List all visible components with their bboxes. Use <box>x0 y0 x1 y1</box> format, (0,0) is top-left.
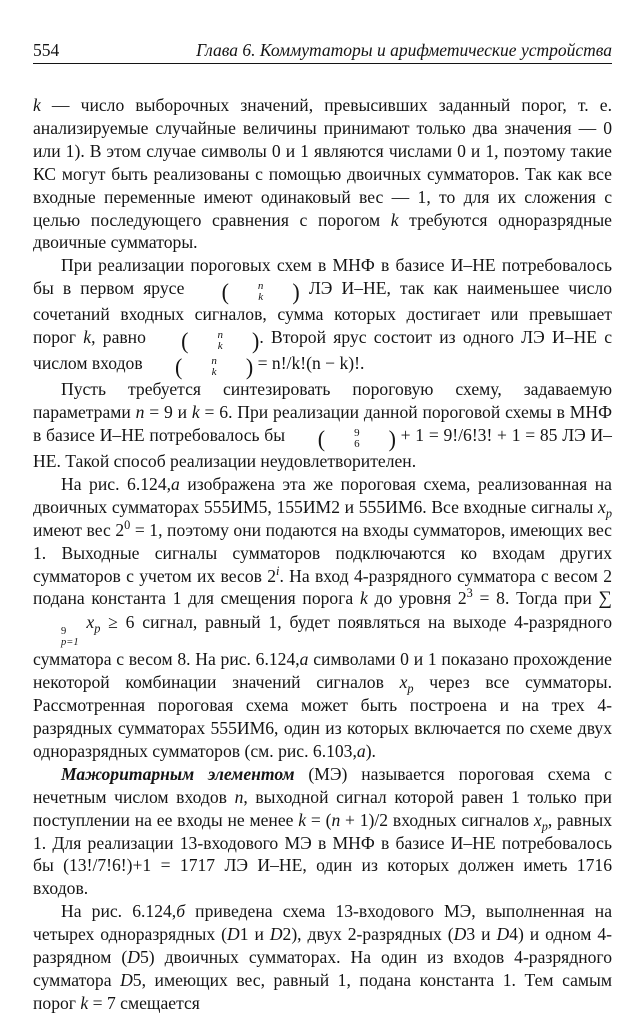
math-superscript: 3 <box>466 586 473 601</box>
text-run: = n!/k!(n − k)!. <box>253 353 365 374</box>
text-run: = 7 смещается <box>88 992 200 1013</box>
math-subscript: p <box>94 621 101 636</box>
text-run: требуются одноразрядные двоичные сумматоры. <box>33 209 612 253</box>
text-run: имеют вес 2 <box>33 519 125 540</box>
text-run: через все сумматоры. Рассмотренная пороговая схема может быть построена и на трех 4-разрядных сумматорах 555ИМ6, один из которых включается по схеме двух одноразрядных сумматоров (см. рис. 6.103, <box>33 672 613 761</box>
paragraph-3 <box>33 378 612 473</box>
binom-top: n <box>257 280 264 293</box>
math-var: k <box>390 209 399 230</box>
math-var: k <box>298 809 307 830</box>
math-var: k <box>191 402 200 423</box>
text-run: На рис. 6.124, <box>61 473 172 494</box>
math-var: D <box>226 924 240 945</box>
paragraph-4 <box>33 473 612 763</box>
math-var: n <box>234 786 244 807</box>
text-run: ≥ 6 сигнал, равный 1, будет появляться на выходе 4-разрядного сумматора с весом 8. На рис. 6.124, <box>33 612 612 670</box>
text-run: . Второй ярус состоит из одного ЛЭ И–НЕ с числом входов <box>33 327 613 374</box>
text-run: . На вход 4-разрядного сумматора с весом 2 подана константа 1 для смещения порога <box>33 565 612 609</box>
text-run: 4) и одном 4-разрядном ( <box>33 924 612 968</box>
text-run: + 1)/2 входных сигналов <box>340 809 534 830</box>
binomial-n-k: ( n k ) <box>175 353 254 380</box>
text-run: 5) двоичных сумматорах. На один из входов 4-разрядного сумматора <box>33 947 612 990</box>
math-superscript: i <box>276 563 280 578</box>
paragraph-5 <box>33 763 612 900</box>
sum-limits <box>33 626 79 648</box>
text-run: 3 и <box>466 924 497 945</box>
text-run: = 6. При реализации данной пороговой схемы в МНФ в базисе И–НЕ потребовалось бы <box>33 402 612 445</box>
binom-bottom: k <box>258 291 264 304</box>
figure-letter: а <box>171 473 180 494</box>
binom-bottom: k <box>211 366 217 379</box>
text-run: При реализации пороговых схем в МНФ в базисе И–НЕ потребовалось бы в первом ярусе <box>33 255 612 299</box>
math-var: D <box>269 924 283 945</box>
math-var: x <box>598 496 606 517</box>
text-run: символами 0 и 1 показано прохождение некоторой комбинации значений сигналов <box>33 649 612 693</box>
math-var: k <box>359 588 368 609</box>
math-subscript: p <box>605 506 612 521</box>
text-run: , равно <box>91 327 154 348</box>
text-run: изображена эта же пороговая схема, реализованная на двоичных сумматорах 555ИМ5, 155ИМ2 и 555ИМ6. Все входные сигналы <box>33 473 612 517</box>
binom-bottom: k <box>217 340 223 353</box>
math-subscript: p <box>541 819 548 834</box>
paragraph-2 <box>33 254 612 378</box>
text-run: ). <box>365 740 376 761</box>
math-var: D <box>496 924 510 945</box>
text-run: = 9 и <box>144 402 192 423</box>
text-run: Пусть требуется синтезировать пороговую схему, задаваемую параметрами <box>33 379 612 423</box>
running-header <box>33 38 612 64</box>
math-var: D <box>127 947 140 968</box>
math-var: D <box>453 924 467 945</box>
paragraph-6 <box>33 900 612 1015</box>
figure-letter: а <box>299 649 309 670</box>
text-run: = ( <box>306 809 332 830</box>
math-var: D <box>120 970 133 990</box>
binom-top: n <box>211 355 217 368</box>
text-run: На рис. 6.124, <box>61 901 177 922</box>
text-run: + 1 = 9!/6!3! + 1 = 85 ЛЭ И–НЕ. Такой способ реализации неудовлетворителен. <box>33 424 612 471</box>
sum-lower: p=1 <box>61 637 79 649</box>
math-var: k <box>83 327 92 348</box>
body-text <box>33 94 612 1015</box>
text-run: — число выборочных значений, превысивших заданный порог, т. е. анализируемые случайные величины принимают только два значения — 0 или 1). В этом случае символы 0 и 1 являются числами 0 и 1, поэтому такие КС могут быть реализованы с помощью двоичных сумматоров. Так как все входные переменные имеют одинаковый вес — 1, то для их сложения с целью последующего сравнения с порогом <box>33 95 612 230</box>
binom-bottom: 6 <box>354 437 360 450</box>
term-emphasis: Мажоритарным элементом <box>61 763 295 784</box>
math-var: k <box>33 95 41 115</box>
math-var: n <box>331 809 341 830</box>
text-run: , равных 1. Для реализации 13-входового МЭ в МНФ в базисе И–НЕ потребовалось бы (13!/7!6!)+1 = 1717 ЛЭ И–НЕ, один из которых должен иметь 1716 входов. <box>33 809 612 899</box>
math-superscript: 0 <box>124 517 131 532</box>
math-var: n <box>135 402 145 423</box>
binomial-n-k: ( n k ) <box>181 327 260 354</box>
binomial-9-6: ( 9 6 ) <box>317 425 396 452</box>
text-run: до уровня 2 <box>367 588 467 609</box>
sum-upper: 9 <box>61 626 67 638</box>
sum-sign: ∑ <box>598 588 612 610</box>
chapter-title: Глава 6. Коммутаторы и арифметические устройства <box>196 40 612 60</box>
binom-top: n <box>217 329 223 342</box>
math-var: k <box>80 992 89 1013</box>
paragraph-1 <box>33 94 612 254</box>
page-number: 554 <box>33 40 60 60</box>
text-run: = 8. Тогда при <box>472 588 599 609</box>
text-run: ЛЭ И–НЕ, так как наименьшее число сочетаний входных сигналов, сумма которых достигает или превышает порог <box>33 278 613 348</box>
text-run: 5, имеющих вес, равный 1, подана константа 1. Тем самым порог <box>33 970 612 1013</box>
text-run: = 1, поэтому они подаются на входы сумматоров, имеющих вес 1. Выходные сигналы сумматоров подключаются ко входам других сумматоров с учетом их весов 2 <box>33 519 612 586</box>
text-run: , выходной сигнал которой равен 1 только при поступлении на ее входы не менее <box>33 786 612 830</box>
text-run: 1 и <box>239 924 270 945</box>
text-run: приведена схема 13-входового МЭ, выполненная на четырех одноразрядных ( <box>33 901 613 945</box>
text-run: (МЭ) называется пороговая схема с нечетным числом входов <box>33 763 612 807</box>
figure-letter: б <box>176 901 186 922</box>
text-run: 2), двух 2-разрядных ( <box>282 924 454 945</box>
math-var: x <box>78 612 95 633</box>
math-var: x <box>533 809 542 830</box>
math-var: x <box>399 672 408 693</box>
binomial-n-k: ( n k ) <box>221 278 300 305</box>
figure-letter: а <box>356 740 366 761</box>
binom-top: 9 <box>354 426 360 439</box>
math-subscript: p <box>407 681 414 696</box>
